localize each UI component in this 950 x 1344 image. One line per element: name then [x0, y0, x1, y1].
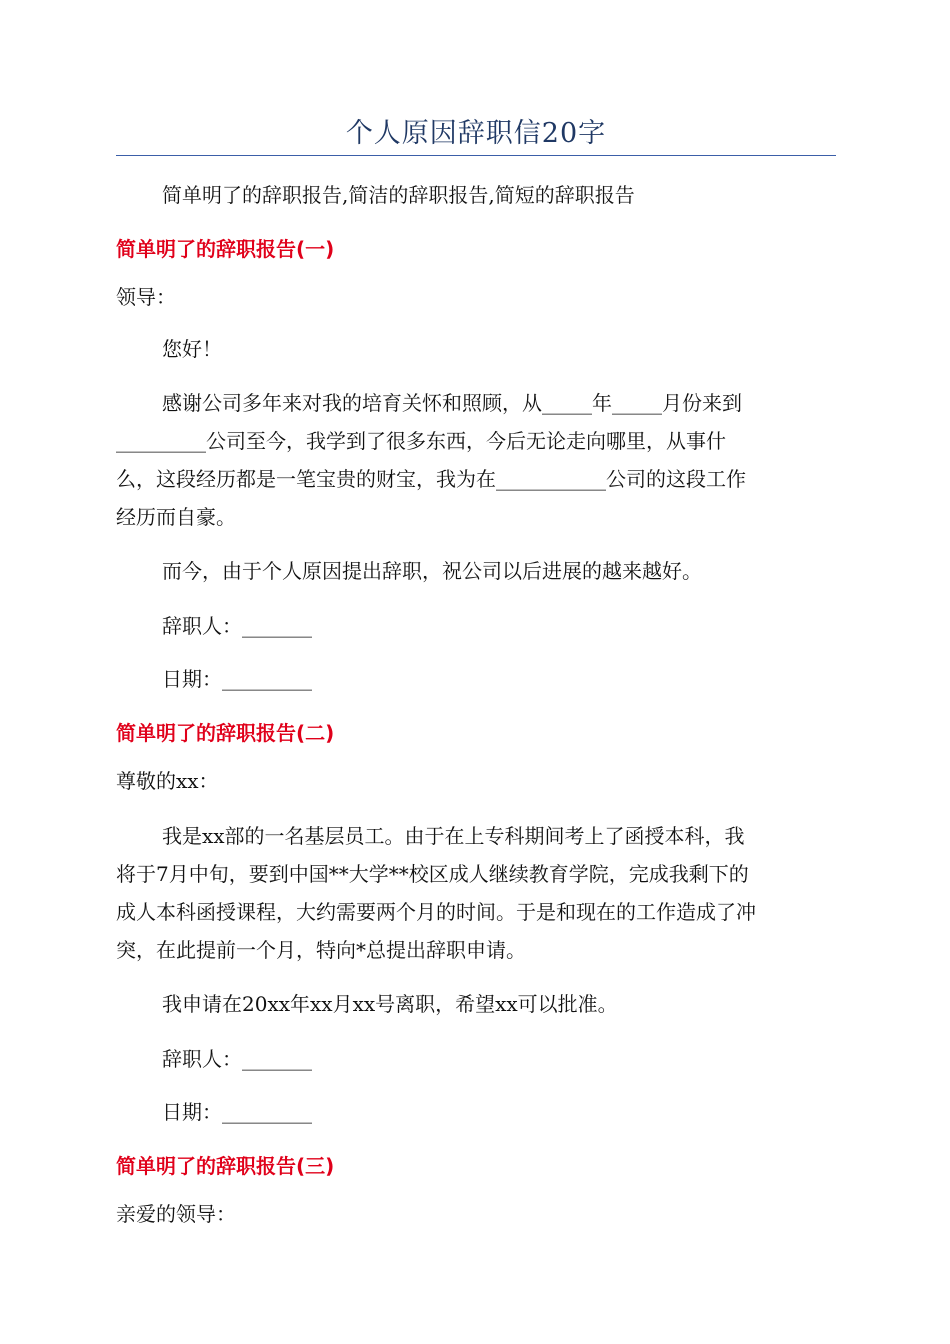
salutation-3: 亲爱的领导：	[116, 1202, 236, 1226]
title-underline	[116, 155, 836, 156]
salutation-2: 尊敬的xx：	[116, 769, 219, 793]
body-line: _________公司至今，我学到了很多东西，今后无论走向哪里，从事什	[116, 429, 726, 453]
signer-2: 辞职人：_______	[162, 1047, 312, 1071]
body-line: 经历而自豪。	[116, 505, 236, 529]
document-title: 个人原因辞职信20字	[345, 118, 607, 149]
salutation-1: 领导：	[116, 285, 176, 309]
body-paragraph-2	[116, 817, 836, 969]
body-line: 感谢公司多年来对我的培育关怀和照顾，从_____年_____月份来到	[162, 391, 742, 415]
closing-1: 而今，由于个人原因提出辞职，祝公司以后进展的越来越好。	[162, 559, 702, 583]
date-2: 日期：_________	[162, 1100, 312, 1124]
body-line: 将于7月中旬，要到中国**大学**校区成人继续教育学院，完成我剩下的	[116, 862, 749, 886]
greeting-1: 您好！	[162, 337, 222, 361]
date-1: 日期：_________	[162, 667, 312, 691]
section-heading-2: 简单明了的辞职报告(二)	[116, 721, 335, 745]
body-line: 我是xx部的一名基层员工。由于在上专科期间考上了函授本科，我	[162, 824, 745, 848]
body-paragraph-1	[116, 384, 836, 536]
body-line: 么，这段经历都是一笔宝贵的财宝，我为在___________公司的这段工作	[116, 467, 746, 491]
section-heading-1: 简单明了的辞职报告(一)	[116, 237, 335, 261]
closing-2: 我申请在20xx年xx月xx号离职，希望xx可以批准。	[162, 992, 618, 1016]
body-line: 突，在此提前一个月，特向*总提出辞职申请。	[116, 938, 526, 962]
signer-1: 辞职人：_______	[162, 614, 312, 638]
section-heading-3: 简单明了的辞职报告(三)	[116, 1154, 335, 1178]
document-subtitle: 简单明了的辞职报告,简洁的辞职报告,简短的辞职报告	[162, 183, 635, 207]
body-line: 成人本科函授课程，大约需要两个月的时间。于是和现在的工作造成了冲	[116, 900, 756, 924]
